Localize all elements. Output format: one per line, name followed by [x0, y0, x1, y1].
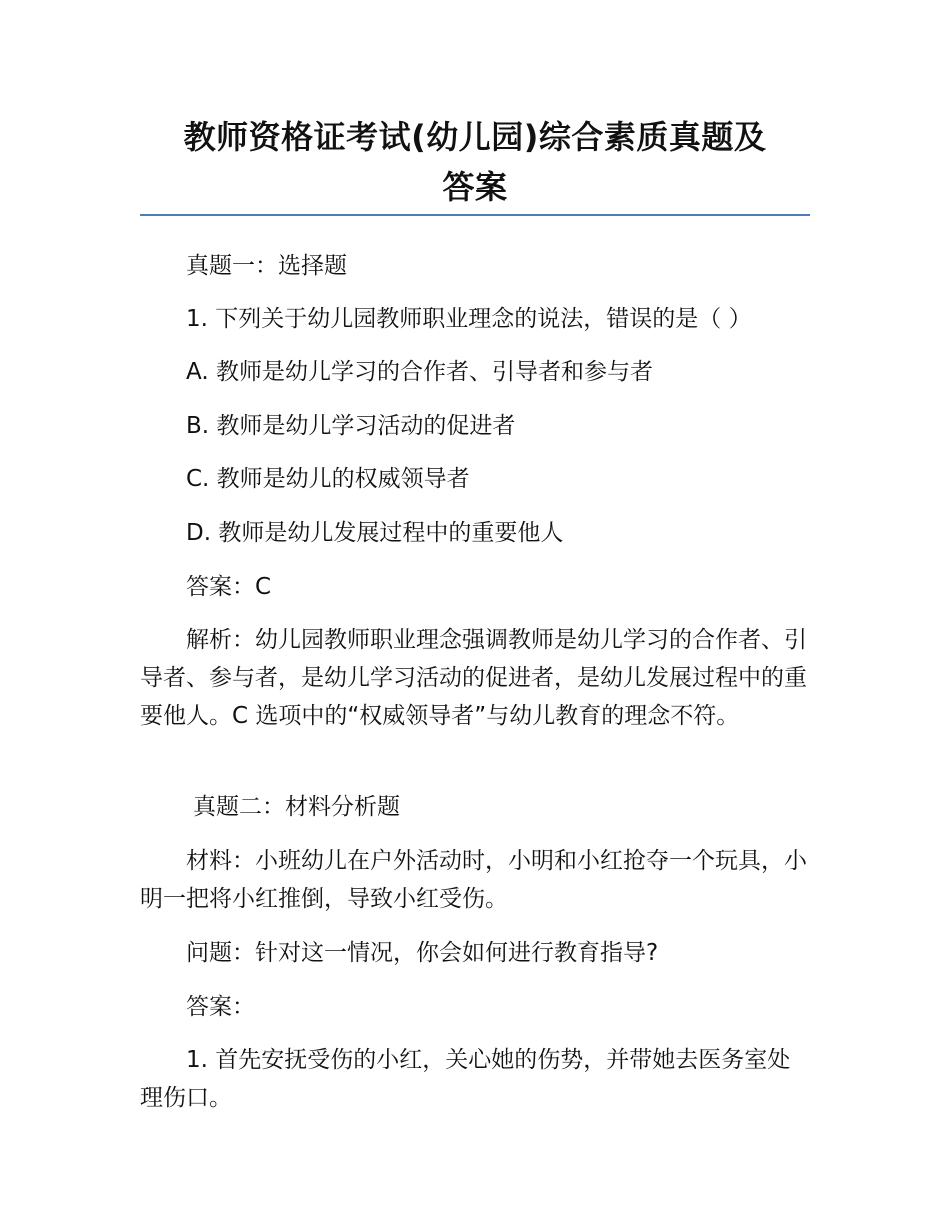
question-2-answer-label: 答案：	[186, 994, 255, 1020]
option-a: A. 教师是幼儿学习的合作者、引导者和参与者	[186, 359, 653, 385]
question-2-material: 材料：小班幼儿在户外活动时，小明和小红抢夺一个玩具，小明一把将小红推倒，导致小红受伤。	[140, 848, 807, 912]
question-2-question: 问题：针对这一情况，你会如何进行教育指导?	[186, 940, 659, 966]
option-c: C. 教师是幼儿的权威领导者	[186, 466, 470, 492]
title-line-1: 教师资格证考试(幼儿园)综合素质真题及	[183, 118, 767, 156]
question-1-analysis: 解析：幼儿园教师职业理念强调教师是幼儿学习的合作者、引导者、参与者，是幼儿学习活动的促进者，是幼儿发展过程中的重要他人。C 选项中的“权威领导者”与幼儿教育的理念不符。	[140, 627, 807, 729]
option-b: B. 教师是幼儿学习活动的促进者	[186, 413, 516, 439]
option-d: D. 教师是幼儿发展过程中的重要他人	[186, 520, 564, 546]
question-1-answer: 答案：C	[186, 574, 272, 600]
title-divider	[140, 214, 810, 216]
question-2-answer-point-1: 1. 首先安抚受伤的小红，关心她的伤势，并带她去医务室处理伤口。	[140, 1047, 791, 1111]
question-1-stem: 1. 下列关于幼儿园教师职业理念的说法，错误的是（ ）	[186, 306, 752, 332]
title-line-2: 答案	[442, 168, 508, 206]
section-2-heading: 真题二：材料分析题	[193, 794, 400, 820]
section-1-heading: 真题一：选择题	[186, 253, 347, 279]
document-title	[140, 112, 810, 212]
